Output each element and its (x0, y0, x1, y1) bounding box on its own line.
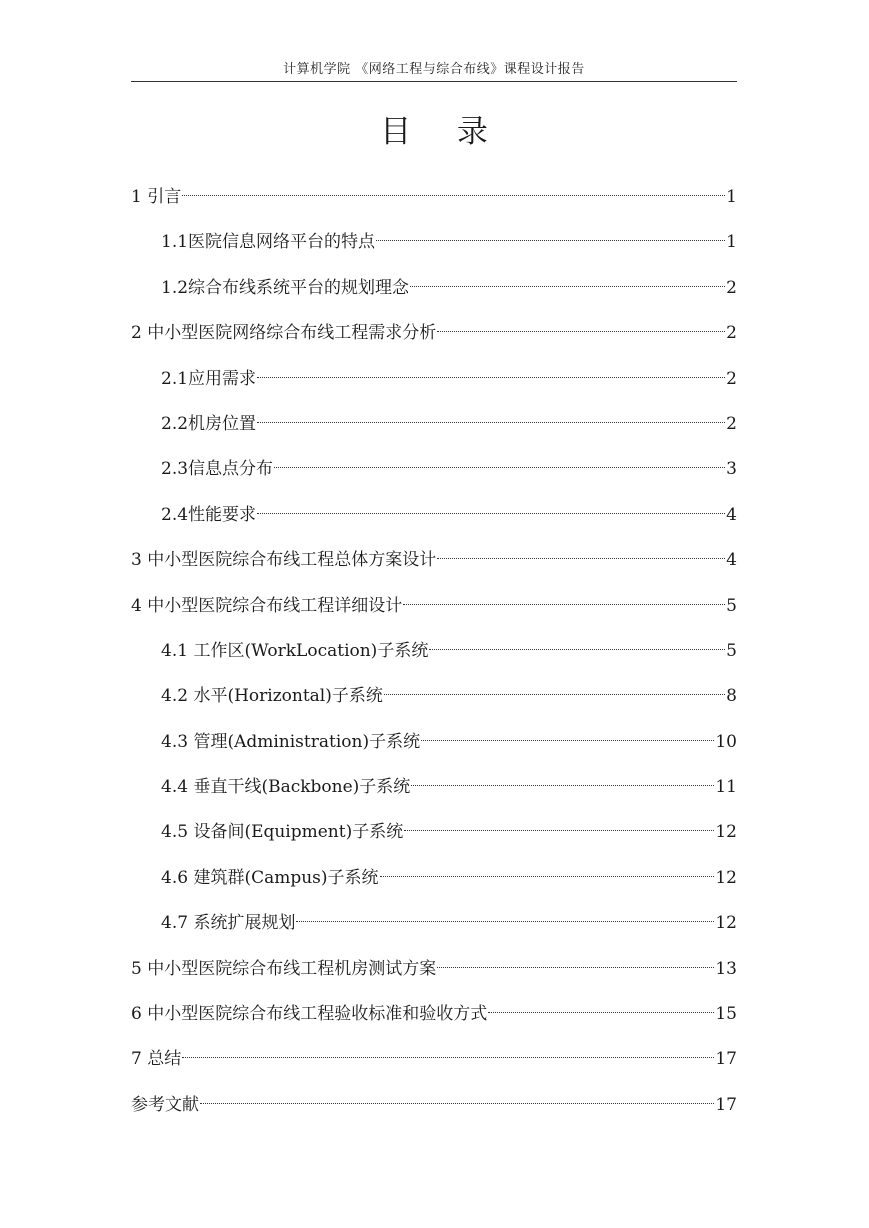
toc-entry-label: 4.5 设备间(Equipment)子系统 (161, 822, 404, 843)
toc-entry-label: 3 中小型医院综合布线工程总体方案设计 (131, 550, 437, 571)
toc-dot-leader (257, 377, 725, 378)
toc-entry-label: 2.3信息点分布 (161, 459, 274, 480)
toc-entry-page-number: 17 (715, 1049, 737, 1070)
page-title: 目 录 (380, 114, 506, 150)
toc-entry-label: 5 中小型医院综合布线工程机房测试方案 (131, 958, 437, 979)
toc-entry[interactable] (131, 674, 737, 719)
toc-entry-page-number: 10 (715, 731, 737, 752)
toc-entry-label: 2.4性能要求 (161, 504, 257, 525)
toc-dot-leader (257, 422, 725, 423)
toc-entry[interactable] (131, 175, 737, 220)
toc-entry-label: 4 中小型医院综合布线工程详细设计 (131, 595, 403, 616)
toc-dot-leader (429, 649, 725, 650)
toc-entry[interactable] (131, 584, 737, 629)
toc-dot-leader (410, 286, 725, 287)
toc-dot-leader (421, 740, 714, 741)
toc-entry-page-number: 15 (715, 1004, 737, 1025)
toc-dot-leader (376, 240, 725, 241)
toc-entry-label: 4.4 垂直干线(Backbone)子系统 (161, 777, 411, 798)
toc-entry-label: 1 引言 (131, 187, 182, 207)
toc-entry-page-number: 4 (726, 550, 737, 571)
toc-entry-page-number: 13 (715, 958, 737, 979)
toc-entry-label: 2.1应用需求 (161, 368, 257, 389)
toc-entry[interactable] (131, 810, 737, 855)
toc-entry-page-number: 2 (726, 368, 737, 389)
toc-entry[interactable] (131, 1037, 737, 1082)
toc-entry[interactable] (131, 629, 737, 674)
toc-dot-leader (296, 921, 714, 922)
toc-dot-leader (257, 513, 725, 514)
toc-entry-page-number: 12 (715, 822, 737, 843)
toc-dot-leader (200, 1103, 714, 1104)
toc-entry-page-number: 2 (726, 413, 737, 434)
toc-entry[interactable] (131, 220, 737, 265)
toc-entry[interactable] (131, 402, 737, 447)
toc-entry[interactable] (131, 765, 737, 810)
toc-entry-label: 6 中小型医院综合布线工程验收标准和验收方式 (131, 1004, 488, 1025)
toc-entry[interactable] (131, 493, 737, 538)
toc-dot-leader (437, 331, 725, 332)
toc-entry-page-number: 11 (715, 777, 737, 798)
toc-entry-page-number: 4 (726, 504, 737, 525)
toc-dot-leader (437, 967, 714, 968)
toc-entry-page-number: 8 (726, 686, 737, 707)
toc-entry-page-number: 2 (726, 323, 737, 344)
toc-entry[interactable] (131, 266, 737, 311)
toc-entry-page-number: 5 (726, 595, 737, 616)
toc-entry-label: 2.2机房位置 (161, 413, 257, 434)
toc-dot-leader (403, 604, 725, 605)
toc-entry[interactable] (131, 720, 737, 765)
toc-entry[interactable] (131, 947, 737, 992)
header-divider (131, 81, 737, 82)
toc-dot-leader (488, 1012, 714, 1013)
table-of-contents (131, 175, 737, 1128)
toc-entry-page-number: 17 (715, 1094, 737, 1115)
toc-entry-label: 4.3 管理(Administration)子系统 (161, 731, 421, 752)
toc-entry-page-number: 2 (726, 277, 737, 298)
toc-dot-leader (380, 876, 715, 877)
toc-entry-label: 7 总结 (131, 1049, 182, 1070)
toc-entry-page-number: 1 (726, 232, 737, 253)
toc-entry[interactable] (131, 901, 737, 946)
toc-dot-leader (182, 1057, 714, 1058)
toc-entry-label: 2 中小型医院网络综合布线工程需求分析 (131, 323, 437, 344)
toc-entry-page-number: 12 (715, 867, 737, 888)
toc-dot-leader (384, 694, 725, 695)
toc-entry[interactable] (131, 992, 737, 1037)
toc-dot-leader (437, 558, 725, 559)
toc-dot-leader (182, 195, 725, 196)
toc-entry-label: 4.7 系统扩展规划 (161, 913, 296, 934)
toc-dot-leader (411, 785, 714, 786)
toc-dot-leader (274, 467, 725, 468)
toc-entry[interactable] (131, 856, 737, 901)
toc-entry-label: 1.1医院信息网络平台的特点 (161, 232, 376, 253)
toc-entry-label: 参考文献 (131, 1094, 199, 1115)
toc-dot-leader (404, 830, 714, 831)
page-header: 计算机学院 《网络工程与综合布线》课程设计报告 (283, 62, 585, 77)
toc-entry-page-number: 5 (726, 640, 737, 661)
toc-entry-page-number: 3 (726, 459, 737, 480)
toc-entry-label: 1.2综合布线系统平台的规划理念 (161, 277, 410, 298)
toc-entry-page-number: 1 (726, 187, 737, 207)
toc-entry[interactable] (131, 311, 737, 356)
toc-entry[interactable] (131, 357, 737, 402)
toc-entry-label: 4.6 建筑群(Campus)子系统 (161, 867, 379, 888)
toc-entry[interactable] (131, 1083, 737, 1128)
toc-entry-label: 4.1 工作区(WorkLocation)子系统 (161, 640, 429, 661)
toc-entry[interactable] (131, 538, 737, 583)
toc-entry[interactable] (131, 447, 737, 492)
toc-entry-page-number: 12 (715, 913, 737, 934)
toc-entry-label: 4.2 水平(Horizontal)子系统 (161, 686, 383, 707)
